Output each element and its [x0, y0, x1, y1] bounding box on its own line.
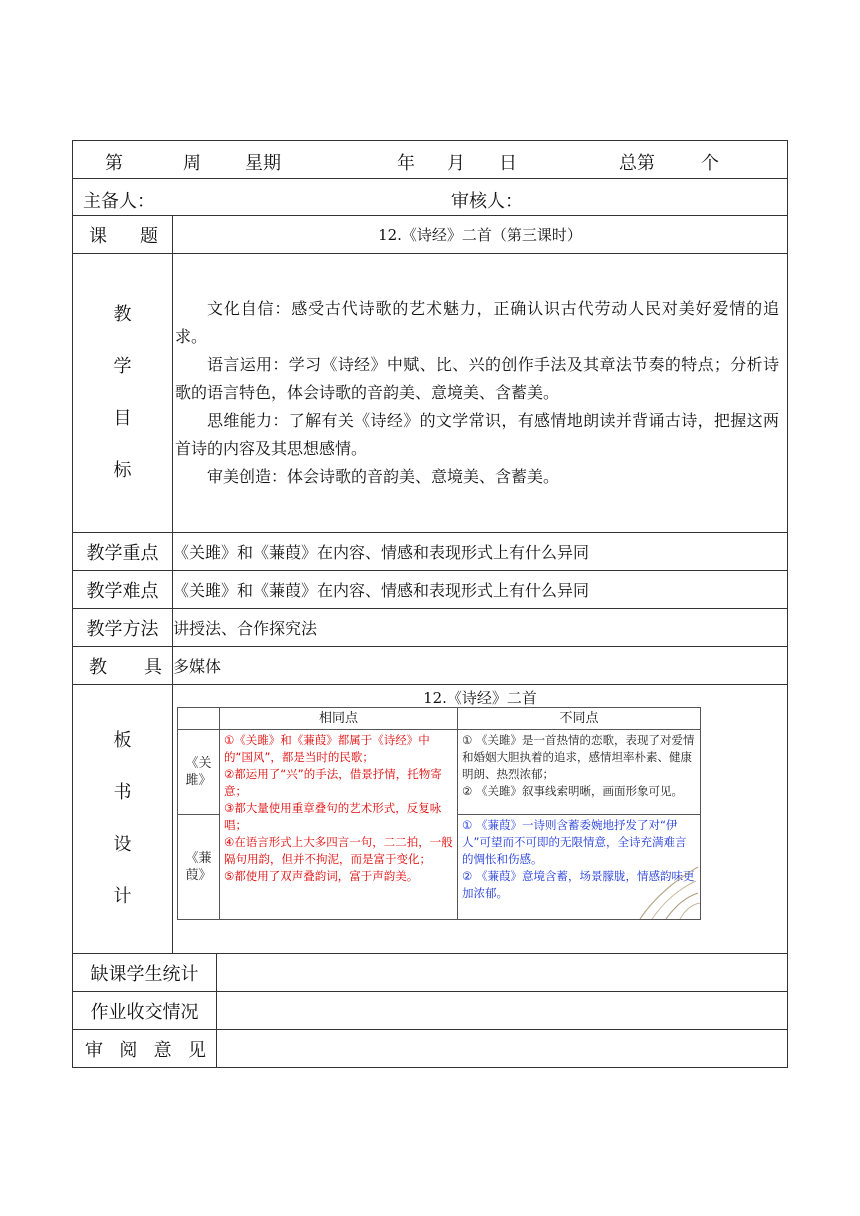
preparer-label: 主备人：	[83, 191, 155, 212]
same-points	[220, 730, 458, 920]
objective-item: 审美创造：体会诗歌的音韵美、意境美、含蓄美。	[207, 467, 560, 486]
col-diff-header: 不同点	[458, 708, 701, 730]
day-label: 日	[499, 153, 517, 174]
same-point: ③都大量使用重章叠句的艺术形式，反复咏唱；	[224, 801, 442, 832]
lesson-plan-table	[72, 140, 788, 1068]
same-point: ②都运用了“兴”的手法，借景抒情，托物寄意；	[224, 767, 442, 798]
board-table	[177, 707, 701, 920]
absent-label: 缺课学生统计	[73, 954, 217, 992]
diff-guanju	[458, 730, 701, 815]
homework-label: 作业收交情况	[73, 992, 217, 1030]
objective-item: 语言运用：学习《诗经》中赋、比、兴的创作手法及其章法节奏的特点；分析诗歌的语言特色，体会诗歌的音韵美、意境美、含蓄美。	[175, 355, 779, 402]
month-label: 月	[447, 153, 465, 174]
same-point: ④在语言形式上大多四言一句，二二拍，一般隔句用韵，但并不拘泥，而是富于变化；	[224, 835, 453, 866]
tools-label: 教 具	[73, 647, 173, 685]
poem-jianjia: 《蒹葭》	[178, 815, 220, 920]
objective-item: 思维能力：了解有关《诗经》的文学常识，有感情地朗读并背诵古诗，把握这两首诗的内容及其思想感情。	[175, 411, 779, 458]
key-point-value: 《关雎》和《蒹葭》在内容、情感和表现形式上有什么异同	[173, 533, 788, 571]
lesson-plan	[72, 140, 788, 1068]
col-same-header: 相同点	[220, 708, 458, 730]
topic-label: 课 题	[73, 216, 173, 254]
diff-point: ① 《蒹葭》一诗则含蓄委婉地抒发了对“伊人”可望而不可即的无限情意，全诗充满难言的惆怅和伤感。	[462, 818, 687, 866]
same-point: ⑤都使用了双声叠韵词，富于声韵美。	[224, 869, 419, 883]
difficulty-value: 《关雎》和《蒹葭》在内容、情感和表现形式上有什么异同	[173, 571, 788, 609]
board-label: 板 书 设 计	[73, 685, 173, 954]
diff-point: ② 《关雎》叙事线索明晰，画面形象可见。	[462, 784, 683, 798]
week-label: 第	[105, 153, 123, 174]
week-unit: 周	[183, 153, 201, 174]
poem-guanju: 《关雎》	[178, 730, 220, 815]
reviewer-label: 审核人：	[451, 191, 523, 212]
method-value: 讲授法、合作探究法	[173, 609, 788, 647]
tools-value: 多媒体	[173, 647, 788, 685]
review-value	[217, 1030, 788, 1068]
key-point-label: 教学重点	[73, 533, 173, 571]
diff-jianjia	[458, 815, 701, 920]
diff-point: ① 《关雎》是一首热情的恋歌，表现了对爱情和婚姻大胆执着的追求，感情坦率朴素、健康明朗、热烈浓郁；	[462, 733, 695, 781]
board-content	[173, 685, 788, 954]
board-title: 12.《诗经》二首	[423, 689, 537, 707]
board-corner	[178, 708, 220, 730]
prep-row	[73, 179, 788, 216]
reed-decoration	[630, 859, 700, 919]
absent-value	[217, 954, 788, 992]
date-header	[73, 141, 788, 179]
review-label: 审 阅 意 见	[73, 1030, 217, 1068]
method-label: 教学方法	[73, 609, 173, 647]
difficulty-label: 教学难点	[73, 571, 173, 609]
topic-value: 12.《诗经》二首（第三课时）	[173, 216, 788, 254]
year-label: 年	[397, 153, 415, 174]
objective-item: 文化自信：感受古代诗歌的艺术魅力，正确认识古代劳动人民对美好爱情的追求。	[175, 299, 779, 346]
diff-point: ② 《蒹葭》意境含蓄，场景朦胧，情感韵味更加浓郁。	[462, 869, 695, 900]
total-prefix: 总第	[619, 153, 655, 174]
homework-value	[217, 992, 788, 1030]
weekday-label: 星期	[245, 153, 281, 174]
objectives-label: 教 学 目 标	[73, 254, 173, 533]
objectives-content	[173, 254, 788, 533]
same-point: ①《关雎》和《蒹葭》都属于《诗经》中的“国风”，都是当时的民歌；	[224, 733, 430, 764]
total-unit: 个	[701, 153, 719, 174]
